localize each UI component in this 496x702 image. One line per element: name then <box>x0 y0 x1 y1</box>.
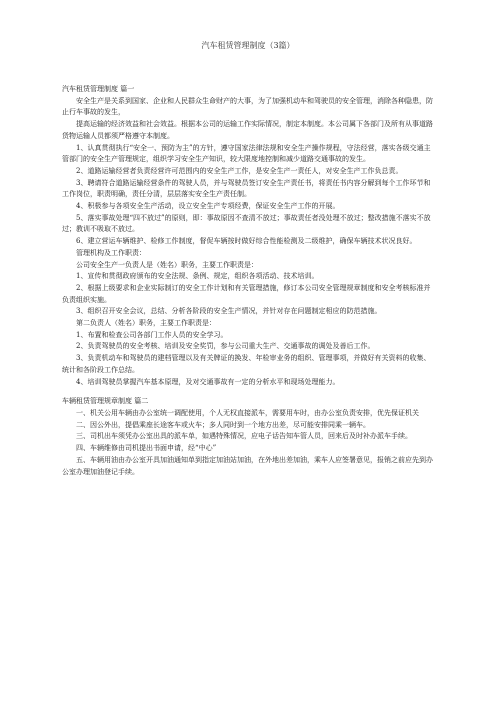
paragraph: 3、负责机动车和驾驶员的建档管理以及有关牌证的换发、年检审业务的组织、管理事项，并做好有关资料的收集、统计和各阶段工作总结。 <box>62 354 431 374</box>
paragraph: 2、根据上级要求和企业实际制订的安全工作计划和有关管理措施，修订本公司安全管理规章制度和安全考核标准并负责组织实施。 <box>62 283 431 304</box>
paragraph: 1、认真贯彻执行“安全一、预防为主”的方针，遵守国家法律法规和安全生产操作规程，守法经营，落实各级交通主管部门的安全生产管理规定，组织学习安全生产知识，较大限度地控制和减少道路交通事故的发生。 <box>62 143 431 164</box>
paragraph: 6、建立营运车辆维护、检修工作制度，督促车辆按时做好综合性能检测及二级维护，确保车辆技术状况良好。 <box>76 237 417 246</box>
paragraph: 2、负责驾驶员的安全考核、培训及安全奖罚，参与公司重大生产、交通事故的调处及善后工作。 <box>76 342 375 351</box>
paragraph: 2、道路运输经营者负责经营许可范围内的安全生产工作，是安全生产一责任人，对安全生产工作负总责。 <box>76 166 403 175</box>
paragraph: 1、布置和检查公司各部门工作人员的安全学习。 <box>76 330 228 339</box>
section-heading: 车辆租赁管理规章制度 篇二 <box>62 397 149 406</box>
paragraph: 4、积极参与各项安全生产活动，设立安全生产专项经费，保证安全生产工作的开展。 <box>76 202 340 211</box>
document-body <box>62 84 434 478</box>
document-title: 汽车租赁管理制度（3篇） <box>201 41 295 50</box>
paragraph: 提高运输的经济效益和社会效益。根据本公司的运输工作实际情况，制定本制度。本公司属下各部门及所有从事道路货物运输人员都须严格遵守本制度。 <box>62 120 433 140</box>
paragraph: 5、落实事故处理“四不放过”的原则，即：事故原因不查清不放过；事故责任者没处理不放过；整改措施不落实不放过；教训不吸取不放过。 <box>62 213 431 234</box>
paragraph: 一、机关公用车辆由办公室统一调配使用，个人无权直接派车，需要用车时，由办公室负责安排，优先保证机关 <box>76 408 419 417</box>
paragraph: 管理机构及工作职责： <box>76 248 146 257</box>
paragraph: 三、司机出车须凭办公室出具的派车单，如遇特殊情况，应电子话告知车管人员，回来后及时补办派车手续。 <box>76 432 412 441</box>
paragraph: 3、组织召开安全会议，总结、分析各阶段的安全生产情况，并针对存在问题制定相应的防范措施。 <box>76 307 382 316</box>
paragraph: 公司安全生产一负责人是（姓名）职务，主要工作职责是： <box>76 260 258 269</box>
paragraph: 第二负责人（姓名）职务，主要工作职责是： <box>76 319 216 328</box>
document-page <box>62 40 434 478</box>
paragraph: 4、培训驾驶员掌握汽车基本原理，及对交通事故有一定的分析水平和现场处理能力。 <box>76 377 340 386</box>
paragraph: 3、聘请符合道路运输经营条件的驾驶人员，并与驾驶员签订安全生产责任书，将责任书内容分解到每个工作环节和工作岗位，职责明确，责任分清，层层落实安全生产责任制。 <box>62 178 431 199</box>
paragraph: 五、车辆用油由办公室开具加油通知单到指定加油站加油，在外地出差加油，乘车人应签署意见，报销之前应先到办公室办理加油登记手续。 <box>62 455 433 476</box>
section-heading: 汽车租赁管理制度 篇一 <box>62 85 135 93</box>
paragraph: 四、车辆维修由司机提出书面申请，经“中心” <box>76 444 217 453</box>
paragraph: 安全生产是关系到国家、企业和人民群众生命财产的大事，为了加强机动车和驾驶员的安全管理，消除各种隐患，防止行车事故的发生， <box>62 96 433 117</box>
paragraph: 1、宣传和贯彻政府颁布的安全法规、条例、规定，组织各项活动、技术培训。 <box>76 272 319 281</box>
paragraph: 二、因公外出，提倡乘座长途客车或火车；多人同时到一个地方出差，尽可能安排同乘一辆车。 <box>76 420 370 429</box>
